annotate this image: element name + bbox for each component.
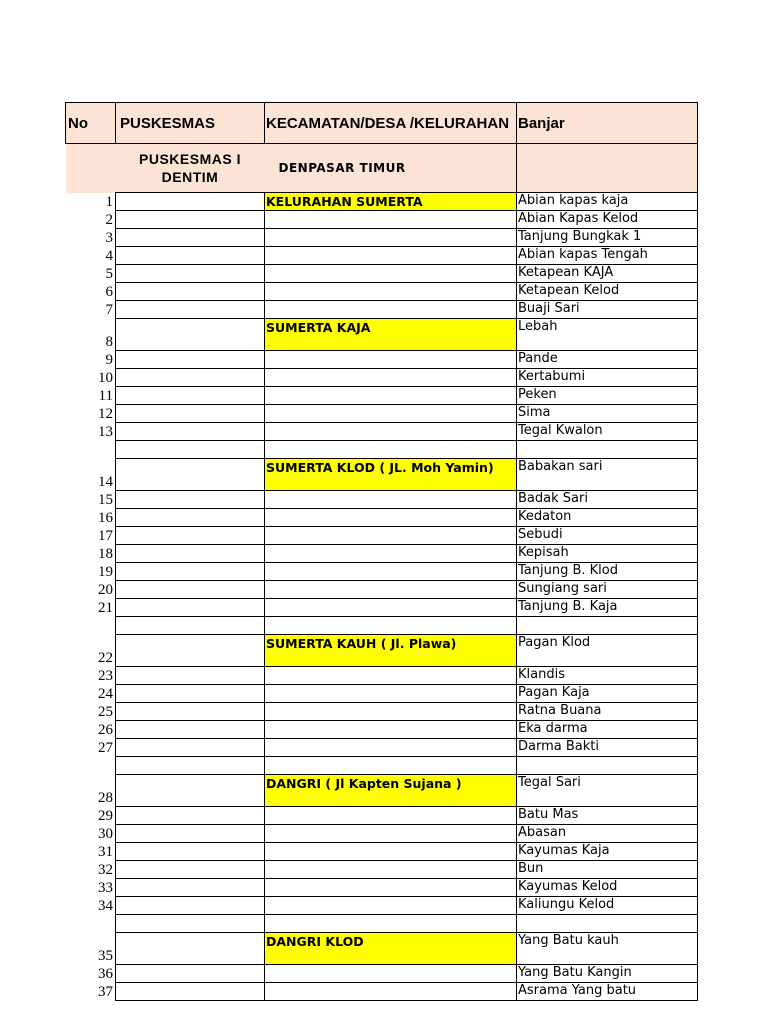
- row-number: 3: [66, 229, 116, 247]
- row-kecamatan: [265, 617, 517, 635]
- row-puskesmas-cell: [116, 441, 265, 459]
- row-banjar: Kaliungu Kelod: [517, 897, 698, 915]
- row-kecamatan: [265, 211, 517, 229]
- row-kecamatan: KELURAHAN SUMERTA: [265, 193, 517, 211]
- table-row: [66, 387, 698, 405]
- table-row: [66, 879, 698, 897]
- row-number: 24: [66, 685, 116, 703]
- row-puskesmas-cell: [116, 387, 265, 405]
- row-puskesmas-cell: [116, 351, 265, 369]
- row-kecamatan: [265, 351, 517, 369]
- table-row: [66, 369, 698, 387]
- table-row: [66, 211, 698, 229]
- table-row: [66, 423, 698, 441]
- row-number: [66, 915, 116, 933]
- row-kecamatan: [265, 879, 517, 897]
- row-banjar: Kayumas Kaja: [517, 843, 698, 861]
- row-number: 17: [66, 527, 116, 545]
- row-puskesmas-cell: [116, 685, 265, 703]
- row-number: 25: [66, 703, 116, 721]
- row-banjar: Eka darma: [517, 721, 698, 739]
- row-kecamatan: [265, 685, 517, 703]
- row-puskesmas-cell: [116, 247, 265, 265]
- table-row: [66, 527, 698, 545]
- row-number: 8: [66, 319, 116, 351]
- row-number: 34: [66, 897, 116, 915]
- row-kecamatan: [265, 825, 517, 843]
- table-row: [66, 581, 698, 599]
- row-number: 13: [66, 423, 116, 441]
- row-number: 35: [66, 933, 116, 965]
- row-puskesmas-cell: [116, 527, 265, 545]
- table-spacer-row: [66, 915, 698, 933]
- row-puskesmas-cell: [116, 229, 265, 247]
- table-row: [66, 405, 698, 423]
- table-row: [66, 775, 698, 807]
- row-kecamatan: [265, 599, 517, 617]
- row-banjar: Abasan: [517, 825, 698, 843]
- row-banjar: Asrama Yang batu: [517, 983, 698, 1001]
- row-banjar: Sebudi: [517, 527, 698, 545]
- row-number: 6: [66, 283, 116, 301]
- row-puskesmas-cell: [116, 563, 265, 581]
- row-kecamatan: [265, 283, 517, 301]
- row-number: 5: [66, 265, 116, 283]
- row-kecamatan: [265, 703, 517, 721]
- table-row: [66, 703, 698, 721]
- row-banjar: Bun: [517, 861, 698, 879]
- row-kecamatan: [265, 387, 517, 405]
- table-row: [66, 283, 698, 301]
- row-puskesmas-cell: [116, 599, 265, 617]
- table-row: [66, 667, 698, 685]
- row-number: 30: [66, 825, 116, 843]
- row-puskesmas-cell: [116, 965, 265, 983]
- table-row: [66, 933, 698, 965]
- row-banjar: Buaji Sari: [517, 301, 698, 319]
- row-kecamatan: [265, 301, 517, 319]
- row-number: 11: [66, 387, 116, 405]
- table-row: [66, 635, 698, 667]
- row-number: 10: [66, 369, 116, 387]
- row-kecamatan: [265, 897, 517, 915]
- row-kecamatan: [265, 843, 517, 861]
- row-banjar: Tanjung B. Kaja: [517, 599, 698, 617]
- row-banjar: Kedaton: [517, 509, 698, 527]
- table-row: [66, 193, 698, 211]
- row-puskesmas-cell: [116, 509, 265, 527]
- row-puskesmas-cell: [116, 879, 265, 897]
- table-spacer-row: [66, 441, 698, 459]
- row-kecamatan: [265, 667, 517, 685]
- table-row: [66, 319, 698, 351]
- row-puskesmas-cell: [116, 667, 265, 685]
- row-number: 15: [66, 491, 116, 509]
- row-puskesmas-cell: [116, 983, 265, 1001]
- row-banjar: Lebah: [517, 319, 698, 351]
- row-kecamatan: [265, 983, 517, 1001]
- row-puskesmas-cell: [116, 193, 265, 211]
- row-banjar: Ketapean KAJA: [517, 265, 698, 283]
- row-kecamatan: DANGRI ( Jl Kapten Sujana ): [265, 775, 517, 807]
- table-row: [66, 265, 698, 283]
- row-kecamatan: [265, 807, 517, 825]
- row-kecamatan: [265, 739, 517, 757]
- table-row: [66, 739, 698, 757]
- row-number: 26: [66, 721, 116, 739]
- row-number: 33: [66, 879, 116, 897]
- row-kecamatan: [265, 965, 517, 983]
- row-kecamatan: [265, 757, 517, 775]
- row-puskesmas-cell: [116, 617, 265, 635]
- row-banjar: Tanjung Bungkak 1: [517, 229, 698, 247]
- row-puskesmas-cell: [116, 491, 265, 509]
- row-puskesmas-cell: [116, 933, 265, 965]
- row-banjar: Peken: [517, 387, 698, 405]
- row-puskesmas-cell: [116, 757, 265, 775]
- table-row: [66, 545, 698, 563]
- row-number: 22: [66, 635, 116, 667]
- row-puskesmas-cell: [116, 211, 265, 229]
- row-puskesmas-cell: [116, 265, 265, 283]
- row-puskesmas-cell: [116, 721, 265, 739]
- row-puskesmas-cell: [116, 861, 265, 879]
- row-kecamatan: DANGRI KLOD: [265, 933, 517, 965]
- table-header-row: [66, 103, 698, 144]
- row-puskesmas-cell: [116, 897, 265, 915]
- row-number: [66, 441, 116, 459]
- row-banjar: Abian Kapas Kelod: [517, 211, 698, 229]
- row-puskesmas-cell: [116, 807, 265, 825]
- table-row: [66, 491, 698, 509]
- row-number: 37: [66, 983, 116, 1001]
- subheader-kecamatan: DENPASAR TIMUR: [265, 144, 517, 193]
- row-puskesmas-cell: [116, 843, 265, 861]
- table-spacer-row: [66, 617, 698, 635]
- row-kecamatan: [265, 441, 517, 459]
- table-row: [66, 983, 698, 1001]
- row-number: [66, 757, 116, 775]
- row-kecamatan: [265, 545, 517, 563]
- table-row: [66, 563, 698, 581]
- row-banjar: Yang Batu Kangin: [517, 965, 698, 983]
- row-kecamatan: [265, 265, 517, 283]
- table-row: [66, 459, 698, 491]
- row-number: 27: [66, 739, 116, 757]
- row-kecamatan: [265, 581, 517, 599]
- row-number: 18: [66, 545, 116, 563]
- row-kecamatan: [265, 247, 517, 265]
- row-kecamatan: SUMERTA KAJA: [265, 319, 517, 351]
- row-banjar: [517, 915, 698, 933]
- row-kecamatan: [265, 491, 517, 509]
- table-row: [66, 897, 698, 915]
- table-row: [66, 965, 698, 983]
- row-banjar: Abian kapas kaja: [517, 193, 698, 211]
- row-puskesmas-cell: [116, 369, 265, 387]
- row-number: [66, 617, 116, 635]
- row-puskesmas-cell: [116, 319, 265, 351]
- row-banjar: Tegal Sari: [517, 775, 698, 807]
- row-number: 31: [66, 843, 116, 861]
- row-banjar: [517, 441, 698, 459]
- row-banjar: Ketapean Kelod: [517, 283, 698, 301]
- row-banjar: Sima: [517, 405, 698, 423]
- row-kecamatan: SUMERTA KLOD ( JL. Moh Yamin): [265, 459, 517, 491]
- row-banjar: Kertabumi: [517, 369, 698, 387]
- row-puskesmas-cell: [116, 703, 265, 721]
- header-no: No: [66, 103, 116, 144]
- row-kecamatan: [265, 563, 517, 581]
- row-number: 4: [66, 247, 116, 265]
- row-kecamatan: [265, 423, 517, 441]
- row-banjar: Yang Batu kauh: [517, 933, 698, 965]
- row-banjar: [517, 617, 698, 635]
- row-banjar: Kayumas Kelod: [517, 879, 698, 897]
- subheader-banjar-cell: [517, 144, 698, 193]
- row-kecamatan: [265, 527, 517, 545]
- table-row: [66, 229, 698, 247]
- row-puskesmas-cell: [116, 459, 265, 491]
- table-row: [66, 301, 698, 319]
- table-row: [66, 843, 698, 861]
- subheader-no-cell: [66, 144, 116, 193]
- row-banjar: Badak Sari: [517, 491, 698, 509]
- table-row: [66, 721, 698, 739]
- row-number: 9: [66, 351, 116, 369]
- row-puskesmas-cell: [116, 545, 265, 563]
- table-row: [66, 247, 698, 265]
- row-banjar: [517, 757, 698, 775]
- row-banjar: Ratna Buana: [517, 703, 698, 721]
- row-banjar: Tegal Kwalon: [517, 423, 698, 441]
- row-number: 20: [66, 581, 116, 599]
- row-puskesmas-cell: [116, 423, 265, 441]
- row-number: 32: [66, 861, 116, 879]
- row-banjar: Abian kapas Tengah: [517, 247, 698, 265]
- row-puskesmas-cell: [116, 405, 265, 423]
- row-number: 16: [66, 509, 116, 527]
- table-spacer-row: [66, 757, 698, 775]
- row-puskesmas-cell: [116, 825, 265, 843]
- row-kecamatan: [265, 405, 517, 423]
- header-kecamatan: KECAMATAN/DESA /KELURAHAN: [265, 103, 517, 144]
- row-kecamatan: [265, 369, 517, 387]
- row-kecamatan: [265, 721, 517, 739]
- row-number: 14: [66, 459, 116, 491]
- banjar-table: [65, 102, 698, 1001]
- row-banjar: Darma Bakti: [517, 739, 698, 757]
- row-puskesmas-cell: [116, 301, 265, 319]
- row-banjar: Kepisah: [517, 545, 698, 563]
- row-kecamatan: [265, 861, 517, 879]
- row-banjar: Klandis: [517, 667, 698, 685]
- row-puskesmas-cell: [116, 915, 265, 933]
- row-banjar: Pagan Klod: [517, 635, 698, 667]
- row-kecamatan: [265, 915, 517, 933]
- row-number: 23: [66, 667, 116, 685]
- row-kecamatan: [265, 229, 517, 247]
- table-row: [66, 509, 698, 527]
- header-puskesmas: PUSKESMAS: [116, 103, 265, 144]
- row-banjar: Babakan sari: [517, 459, 698, 491]
- row-puskesmas-cell: [116, 283, 265, 301]
- row-number: 29: [66, 807, 116, 825]
- row-banjar: Tanjung B. Klod: [517, 563, 698, 581]
- row-number: 21: [66, 599, 116, 617]
- table-row: [66, 599, 698, 617]
- row-puskesmas-cell: [116, 635, 265, 667]
- row-puskesmas-cell: [116, 581, 265, 599]
- row-banjar: Batu Mas: [517, 807, 698, 825]
- row-puskesmas-cell: [116, 775, 265, 807]
- row-banjar: Pande: [517, 351, 698, 369]
- row-banjar: Pagan Kaja: [517, 685, 698, 703]
- row-number: 2: [66, 211, 116, 229]
- row-number: 36: [66, 965, 116, 983]
- table-row: [66, 351, 698, 369]
- table-row: [66, 825, 698, 843]
- table-row: [66, 861, 698, 879]
- row-kecamatan: [265, 509, 517, 527]
- table-row: [66, 807, 698, 825]
- row-banjar: Sungiang sari: [517, 581, 698, 599]
- subheader-puskesmas: PUSKESMAS I DENTIM: [116, 144, 265, 193]
- row-number: 19: [66, 563, 116, 581]
- row-number: 12: [66, 405, 116, 423]
- row-number: 1: [66, 193, 116, 211]
- row-number: 28: [66, 775, 116, 807]
- row-kecamatan: SUMERTA KAUH ( Jl. Plawa): [265, 635, 517, 667]
- table-row: [66, 685, 698, 703]
- table-subheader-row: [66, 144, 698, 193]
- row-number: 7: [66, 301, 116, 319]
- header-banjar: Banjar: [517, 103, 698, 144]
- row-puskesmas-cell: [116, 739, 265, 757]
